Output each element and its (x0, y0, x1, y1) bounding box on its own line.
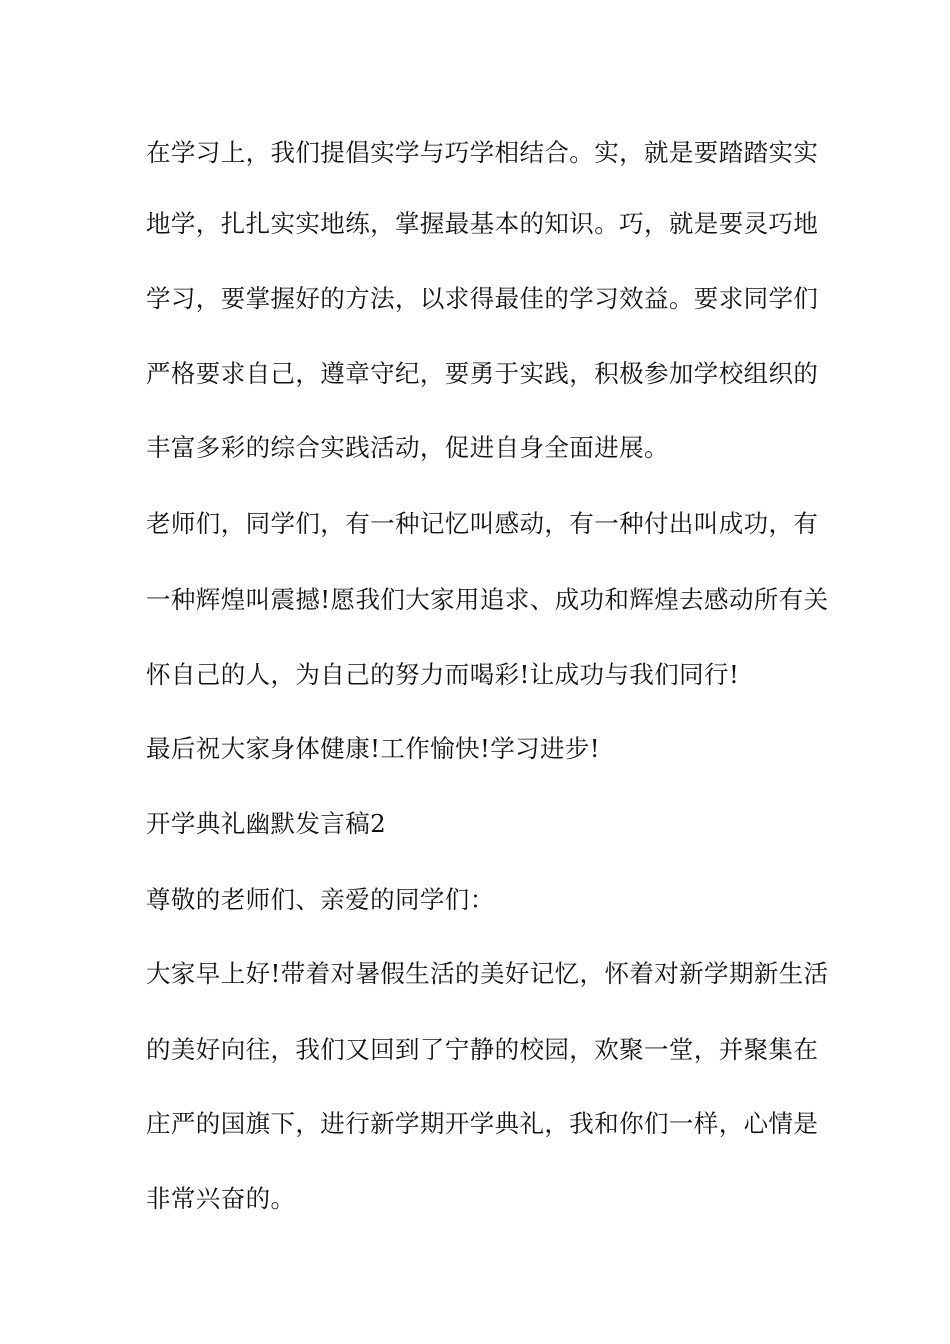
paragraph-line: 非常兴奋的。 (146, 1184, 296, 1213)
paragraph-line: 严格要求自己，遵章守纪，要勇于实践，积极参加学校组织的 (146, 359, 819, 388)
paragraph-line: 最后祝大家身体健康!工作愉快!学习进步! (146, 734, 601, 763)
paragraph-line: 的美好向往，我们又回到了宁静的校园，欢聚一堂，并聚集在 (146, 1035, 819, 1064)
paragraph-line: 怀自己的人，为自己的努力而喝彩!让成功与我们同行! (146, 660, 740, 689)
section-heading: 开学典礼幽默发言稿2 (146, 809, 387, 838)
paragraph-line: 在学习上，我们提倡实学与巧学相结合。实，就是要踏踏实实 (146, 138, 819, 167)
paragraph-line: 老师们，同学们，有一种记忆叫感动，有一种付出叫成功，有 (146, 509, 819, 538)
paragraph-line: 学习，要掌握好的方法，以求得最佳的学习效益。要求同学们 (146, 284, 819, 313)
paragraph-line: 一种辉煌叫震撼!愿我们大家用追求、成功和辉煌去感动所有关 (146, 585, 829, 614)
paragraph-line: 地学，扎扎实实地练，掌握最基本的知识。巧，就是要灵巧地 (146, 209, 819, 238)
paragraph-line: 庄严的国旗下，进行新学期开学典礼，我和你们一样，心情是 (146, 1109, 819, 1138)
salutation-line: 尊敬的老师们、亲爱的同学们： (146, 885, 495, 914)
paragraph-line: 丰富多彩的综合实践活动，促进自身全面进展。 (146, 433, 669, 462)
paragraph-line: 大家早上好!带着对暑假生活的美好记忆，怀着对新学期新生活 (146, 959, 829, 988)
